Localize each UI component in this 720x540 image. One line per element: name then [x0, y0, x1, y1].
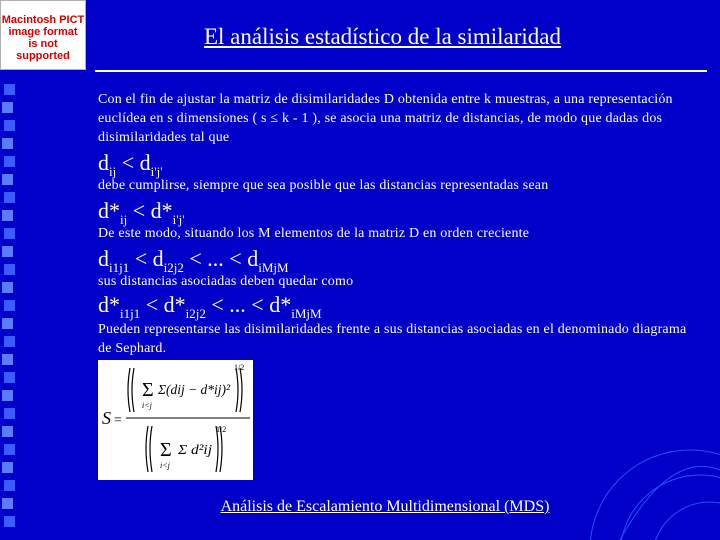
slide-footer: Análisis de Escalamiento Multidimensional (MDS) — [220, 498, 550, 515]
exponent-bottom: 1/2 — [216, 425, 227, 434]
paragraph-ordering: De este modo, situando los M elementos de la matriz D en orden creciente — [98, 226, 530, 241]
slide-title: El análisis estadístico de la similaridad — [203, 24, 562, 49]
svg-text:Σ: Σ — [142, 379, 154, 401]
equation-numerator: Σ(dij − d*ij)² — [157, 383, 231, 398]
stress-equation-image — [98, 360, 253, 480]
formula-ordered-dissimilarities: $d_{i1j1} < d_{i2j2}$ < ... < $d_{iMjM}$ — [98, 246, 289, 275]
decorative-square-strip — [0, 72, 20, 540]
title-divider — [95, 70, 707, 72]
paragraph-associated: sus distancias asociadas deben quedar como — [98, 274, 354, 289]
sum-limits-top: i<j — [142, 401, 152, 410]
unsupported-image-placeholder — [0, 0, 86, 70]
svg-text:=: = — [114, 413, 122, 428]
paragraph-condition: debe cumplirse, siempre que sea posible que las distancias representadas sean — [98, 178, 549, 193]
exponent-top: 1/2 — [234, 363, 245, 372]
placeholder-line-3: is not supported — [16, 38, 70, 62]
paragraph-shepard: Pueden representarse las disimilaridades frente a sus distancias asociadas en el denominado diagrama de Sephard. — [98, 322, 687, 356]
paragraph-intro: Con el fin de ajustar la matriz de disimilaridades D obtenida entre k muestras, a una representación euclídea en s dimensiones ( s ≤ k - 1 ), se asocia una matriz de distancias, de modo que dadas dos disimilaridades tal que — [98, 92, 673, 145]
formula-distance-inequality: $d*_{ij} < d*_{i'j'}$ — [98, 198, 185, 227]
svg-text:Σ: Σ — [160, 439, 172, 461]
sum-limits-bottom: i<j — [160, 461, 170, 470]
equation-lhs: S — [102, 408, 111, 428]
formula-dissimilarity-inequality: $d_{ij} < d_{i'j'}$ — [98, 150, 163, 179]
placeholder-line-1: Macintosh PICT — [1, 14, 85, 26]
equation-denominator: Σ d²ij — [176, 443, 213, 458]
stress-equation — [98, 360, 253, 480]
formula-ordered-distances: $d*_{i1j1} < d*_{i2j2}$ < ... < $d*_{iMjM}$ — [98, 292, 322, 321]
placeholder-line-2: image format — [8, 26, 78, 38]
decorative-arcs — [560, 440, 720, 540]
